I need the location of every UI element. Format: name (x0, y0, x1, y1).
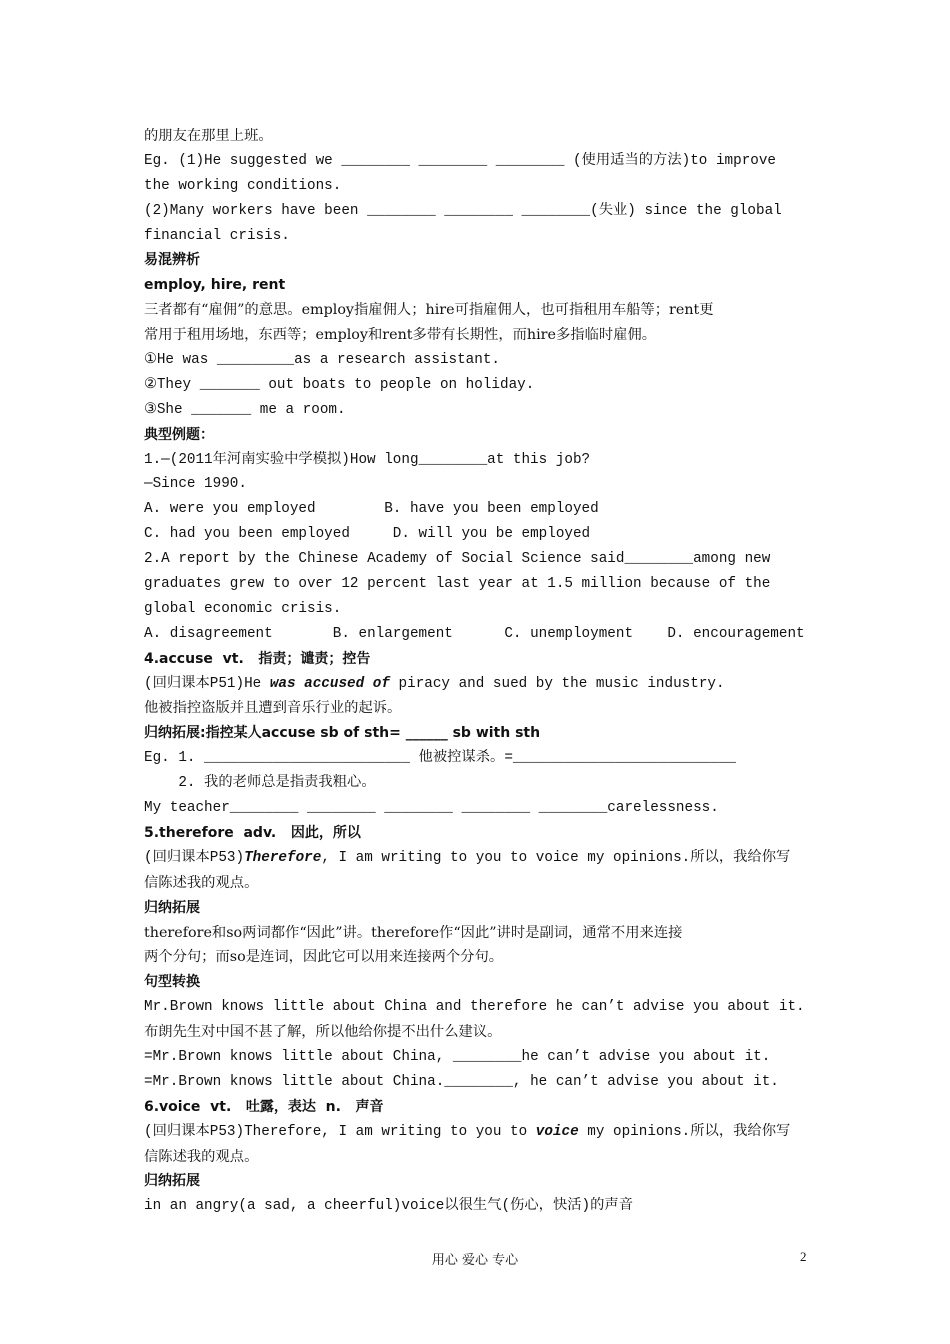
text-line: 的朋友在那里上班。 (144, 128, 273, 144)
section-heading: 归纳拓展 (144, 899, 200, 916)
document-body (144, 124, 808, 1219)
vocab-heading: 6.voice vt. 吐露，表达 n. 声音 (144, 1098, 384, 1115)
example-line: (2)Many workers have been ________ ________ ________(失业) since the global (144, 202, 782, 219)
section-heading: 归纳拓展:指控某人accuse sb of sth= ______ sb with sth (144, 725, 541, 742)
textbook-example (144, 1120, 808, 1145)
example-line: the working conditions. (144, 177, 342, 194)
page-number: 2 (800, 1249, 807, 1264)
exercise-line: 2. 我的老师总是指责我粗心。 (144, 775, 376, 792)
exercise-line: =Mr.Brown knows little about China.________, he can’t advise you about it. (144, 1073, 779, 1090)
vocab-heading: 5.therefore adv. 因此，所以 (144, 824, 361, 841)
option-line: A. disagreement B. enlargement C. unemployment D. encouragement (144, 625, 805, 642)
exercise-line: ②They _______ out boats to people on holiday. (144, 376, 535, 393)
text-line: therefore和so两词都作“因此”讲。therefore作“因此”讲时是副词，通常不用来连接 (144, 924, 683, 941)
text-span: piracy and sued by the music industry. (389, 675, 725, 692)
question-line: 2.A report by the Chinese Academy of Social Science said________among new (144, 551, 771, 568)
text-span: (回归课本P51)He (144, 675, 270, 692)
emphasis-span: voice (535, 1123, 579, 1140)
textbook-example (144, 672, 808, 697)
text-span: my opinions.所以，我给你写 (578, 1123, 791, 1140)
section-heading: 句型转换 (144, 974, 200, 991)
text-span: (回归课本P53) (144, 849, 245, 866)
word-group-heading: employ, hire, rent (144, 277, 286, 294)
option-line: C. had you been employed D. will you be employed (144, 526, 591, 543)
question-line: graduates grew to over 12 percent last year at 1.5 million because of the (144, 576, 771, 593)
exercise-line: =Mr.Brown knows little about China, ________he can’t advise you about it. (144, 1048, 771, 1065)
page-footer-motto: 用心 爱心 专心 (431, 1253, 519, 1268)
section-heading: 典型例题： (144, 426, 214, 443)
example-line: in an angry(a sad, a cheerful)voice以很生气(伤心，快活)的声音 (144, 1198, 634, 1215)
question-line: —Since 1990. (144, 476, 247, 493)
section-heading: 归纳拓展 (144, 1173, 200, 1190)
question-line: global economic crisis. (144, 600, 342, 617)
emphasis-span: was accused of (269, 675, 390, 692)
exercise-line: ①He was _________as a research assistant. (144, 352, 500, 369)
exercise-line: My teacher________ ________ ________ ________ ________carelessness. (144, 800, 719, 817)
text-line: 他被指控盗版并且遭到音乐行业的起诉。 (144, 700, 402, 717)
section-heading: 易混辨析 (144, 252, 200, 269)
exercise-line: ③She _______ me a room. (144, 401, 346, 418)
text-line: 布朗先生对中国不甚了解，所以他给你提不出什么建议。 (144, 1024, 502, 1041)
text-line: 常用于租用场地，东西等；employ和rent多带有长期性，而hire多指临时雇佣。 (144, 327, 657, 344)
text-line: 两个分句；而so是连词，因此它可以用来连接两个分句。 (144, 949, 504, 966)
example-line: Mr.Brown knows little about China and therefore he can’t advise you about it. (144, 999, 805, 1016)
text-line: 信陈述我的观点。 (144, 1148, 259, 1165)
example-line: financial crisis. (144, 227, 290, 244)
question-line: 1.—(2011年河南实验中学模拟)How long________at this job? (144, 451, 591, 468)
vocab-heading: 4.accuse vt. 指责；谴责；控告 (144, 650, 371, 667)
example-line: Eg. (1)He suggested we ________ ________ ________ (使用适当的方法)to improve (144, 152, 777, 169)
option-line: A. were you employed B. have you been employed (144, 501, 599, 518)
text-span: (回归课本P53)Therefore, I am writing to you to (144, 1123, 536, 1140)
exercise-line: Eg. 1. ________________________ 他被控谋杀。=__________________________ (144, 750, 736, 767)
text-span: , I am writing to you to voice my opinions.所以，我给你写 (321, 849, 791, 866)
emphasis-span: Therefore (244, 849, 322, 866)
textbook-example (144, 846, 808, 871)
text-line: 信陈述我的观点。 (144, 874, 259, 891)
text-line: 三者都有“雇佣”的意思。employ指雇佣人；hire可指雇佣人，也可指租用车船等；rent更 (144, 302, 714, 319)
